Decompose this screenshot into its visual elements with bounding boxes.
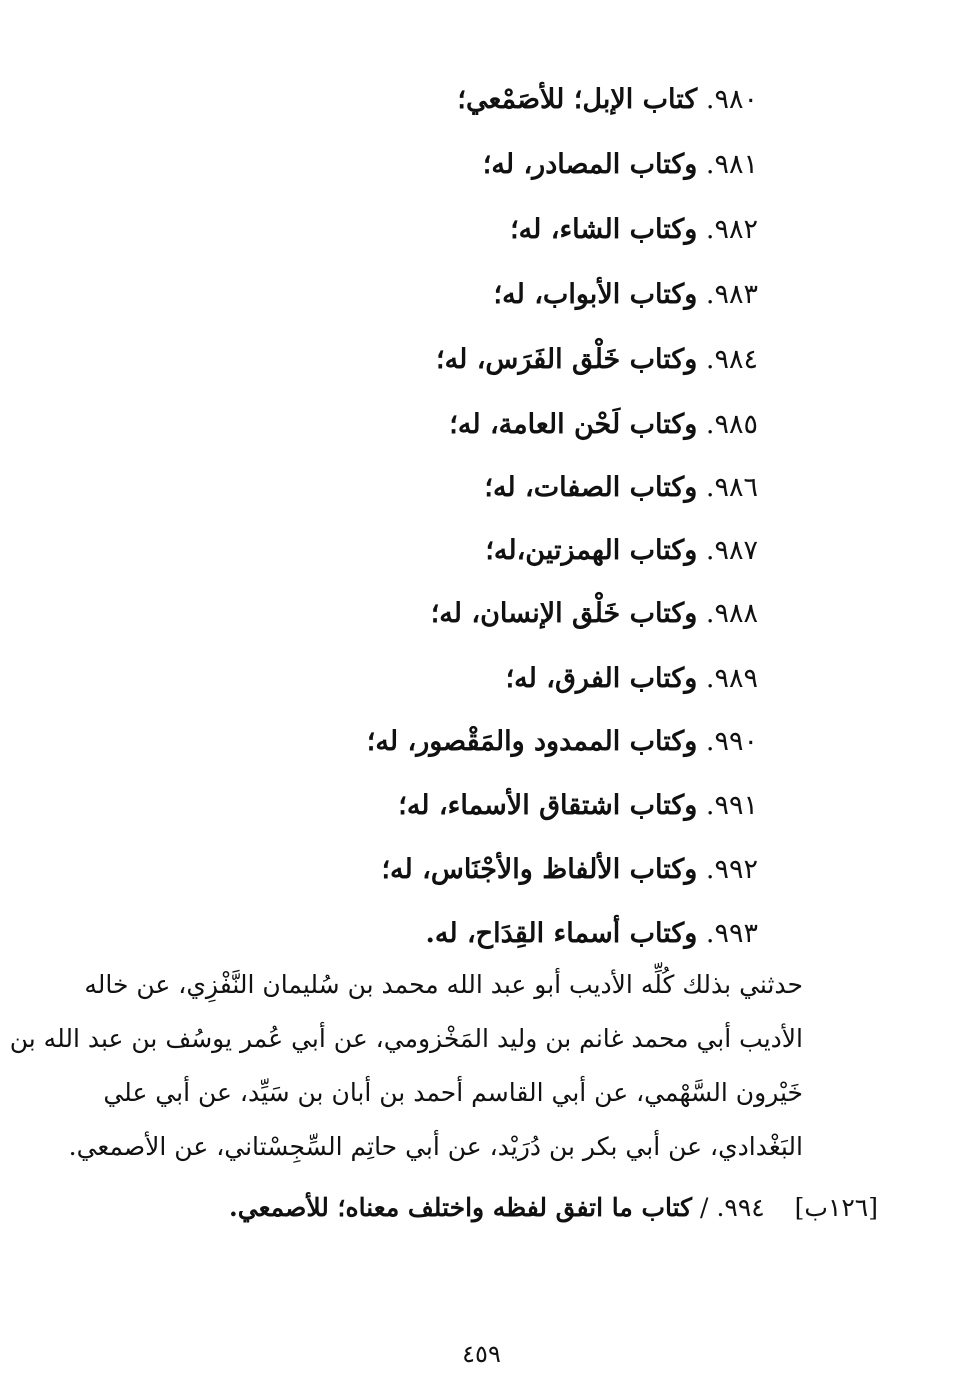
final-entry [229,1188,878,1228]
entry-number: ٩٨٦. [705,472,758,503]
entry-number: ٩٩٤. [716,1193,765,1222]
entry-number: ٩٨١. [705,149,758,180]
entry-title: وكتاب خَلْق الفَرَس، له؛ [436,344,698,375]
paragraph-line: حدثني بذلك كُلِّه الأديب أبو عبد الله محمد بن سُليمان النَّفْزِي، عن خاله [84,970,803,999]
list-item [483,145,758,185]
list-item [367,722,758,762]
entry-title: وكتاب لَحْن العامة، له؛ [449,409,698,440]
list-item [506,659,758,699]
entry-title: وكتاب خَلْق الإنسان، له؛ [430,598,698,629]
entry-number: ٩٨٤. [705,344,758,375]
list-item [484,468,758,508]
entry-number: ٩٨٥. [705,409,758,440]
entry-title: وكتاب الصفات، له؛ [484,472,698,503]
entry-title: وكتاب الممدود والمَقْصور، له؛ [366,726,698,757]
paragraph-line: البَغْدادي، عن أبي بكر بن دُرَيْد، عن أبي حاتِم السِّجِسْتاني، عن الأصمعي. [68,1132,803,1161]
page-number: ٤٥٩ [462,1340,501,1368]
entry-number: ٩٩٢. [705,854,758,885]
entry-title: وكتاب اشتقاق الأسماء، له؛ [398,790,698,821]
list-item [457,80,758,120]
entry-number: ٩٨٣. [705,279,758,310]
list-item [494,275,758,315]
list-item [425,914,758,954]
entry-title: وكتاب المصادر، له؛ [482,149,698,180]
entry-number: ٩٨٠. [705,84,758,115]
list-item [436,340,758,380]
list-item [510,210,758,250]
paragraph-line: خَيْرون السَّهْمي، عن أبي القاسم أحمد بن أبان بن سَيِّد، عن أبي علي [103,1078,803,1107]
entry-title: كتاب ما اتفق لفظه واختلف معناه؛ للأصمعي. [229,1193,693,1222]
list-item [381,850,758,890]
entry-number: ٩٨٧. [705,535,758,566]
folio-separator: / [700,1193,709,1222]
entry-title: وكتاب الهمزتين،له؛ [485,535,698,566]
entry-title: وكتاب أسماء القِدَاح، له. [425,918,698,949]
entry-title: كتاب الإبل؛ للأصَمْعي؛ [457,84,698,115]
folio-margin-note: [١٢٦ب] [794,1193,878,1222]
entry-number: ٩٩٠. [705,726,758,757]
entry-number: ٩٨٨. [705,598,758,629]
list-item [449,405,758,445]
entry-number: ٩٩٣. [705,918,758,949]
list-item [431,594,758,634]
entry-number: ٩٨٢. [705,214,758,245]
entry-title: وكتاب الألفاظ والأجْنَاس، له؛ [381,854,698,885]
isnad-paragraph [9,958,803,1174]
paragraph-line: الأديب أبي محمد غانم بن وليد المَخْزومي، عن أبي عُمر يوسُف بن عبد الله بن [9,1024,803,1053]
entry-number: ٩٨٩. [705,663,758,694]
list-item [398,786,758,826]
list-item [485,531,758,571]
entry-title: وكتاب الأبواب، له؛ [493,279,698,310]
entry-title: وكتاب الفرق، له؛ [505,663,698,694]
entry-number: ٩٩١. [705,790,758,821]
entry-title: وكتاب الشاء، له؛ [510,214,698,245]
